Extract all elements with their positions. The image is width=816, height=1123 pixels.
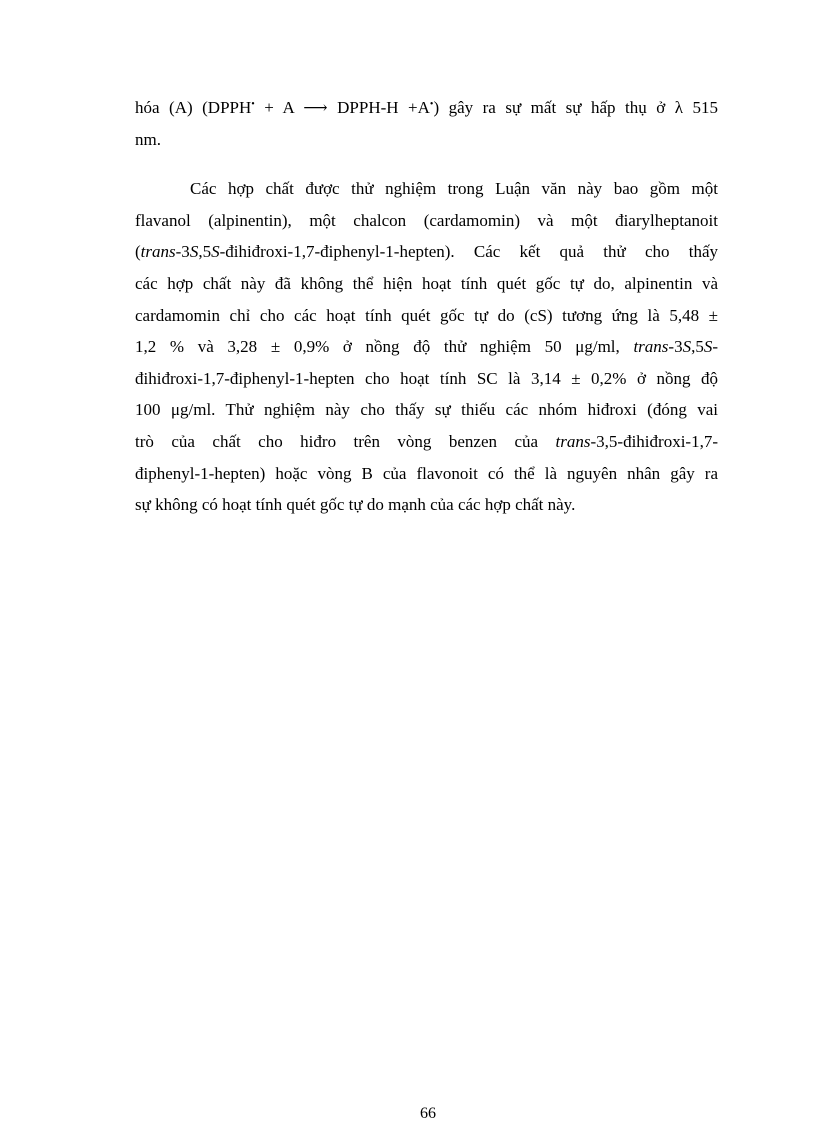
text-run: trò của chất cho hiđro trên vòng benzen của bbox=[135, 431, 556, 451]
paragraph-2 bbox=[135, 173, 718, 521]
text-run: ,5 bbox=[198, 242, 212, 262]
text-run: ) gây ra sự mất sự hấp thụ ở λ 515 bbox=[433, 98, 718, 117]
paragraph-line bbox=[135, 92, 718, 124]
italic-run: S bbox=[189, 242, 199, 262]
text-run: ,5 bbox=[691, 337, 704, 357]
radical-dot: • bbox=[429, 99, 434, 110]
paragraph-line: flavanol (alpinentin), một chalcon (cardamomin) và một điarylheptanoit bbox=[135, 210, 718, 230]
italic-run: S bbox=[682, 337, 692, 357]
paragraph-line bbox=[135, 236, 718, 268]
paragraph-line: nm. bbox=[135, 129, 161, 149]
text-run: + A ⟶ DPPH-H +A bbox=[254, 98, 430, 117]
paragraph-line: 100 μg/ml. Thử nghiệm này cho thấy sự thiếu các nhóm hiđroxi (đóng vai bbox=[135, 400, 718, 420]
paragraph-line: cardamomin chỉ cho các hoạt tính quét gốc tự do (cS) tương ứng là 5,48 ± bbox=[135, 305, 718, 325]
radical-dot: • bbox=[251, 99, 255, 110]
text-run: 1,2 % và 3,28 ± 0,9% ở nồng độ thử nghiệm 50 μg/ml, bbox=[135, 337, 634, 357]
paragraph-line bbox=[135, 426, 718, 458]
paragraph-line: các hợp chất này đã không thể hiện hoạt tính quét gốc tự do, alpinentin và bbox=[135, 273, 718, 293]
text-run: -3,5-đihiđroxi-1,7- bbox=[590, 431, 718, 451]
text-run: -3 bbox=[668, 337, 683, 357]
italic-run: S bbox=[211, 242, 220, 262]
paragraph-gap bbox=[135, 155, 718, 173]
paragraph-line: đihiđroxi-1,7-điphenyl-1-hepten cho hoạt tính SC là 3,14 ± 0,2% ở nồng độ bbox=[135, 368, 718, 388]
italic-run: S bbox=[703, 337, 713, 357]
italic-run: trans bbox=[633, 337, 669, 357]
paragraph-line: Các hợp chất được thử nghiệm trong Luận văn này bao gồm một bbox=[190, 179, 718, 199]
body-text bbox=[135, 92, 718, 521]
text-run: - bbox=[712, 337, 718, 357]
paragraph-line: sự không có hoạt tính quét gốc tự do mạnh của các hợp chất này. bbox=[135, 495, 576, 515]
paragraph-line: điphenyl-1-hepten) hoặc vòng B của flavonoit có thể là nguyên nhân gây ra bbox=[135, 463, 718, 483]
text-run: ( bbox=[135, 242, 141, 262]
text-run: -3 bbox=[175, 242, 190, 262]
paragraph-line bbox=[135, 331, 718, 363]
italic-run: trans bbox=[555, 431, 591, 451]
paragraph-1 bbox=[135, 92, 718, 155]
italic-run: trans bbox=[140, 242, 176, 262]
text-run: hóa (A) (DPPH bbox=[135, 98, 252, 117]
page-number: 66 bbox=[420, 1105, 436, 1122]
text-run: -đihiđroxi-1,7-điphenyl-1-hepten). Các kết quả thử cho thấy bbox=[219, 242, 718, 262]
